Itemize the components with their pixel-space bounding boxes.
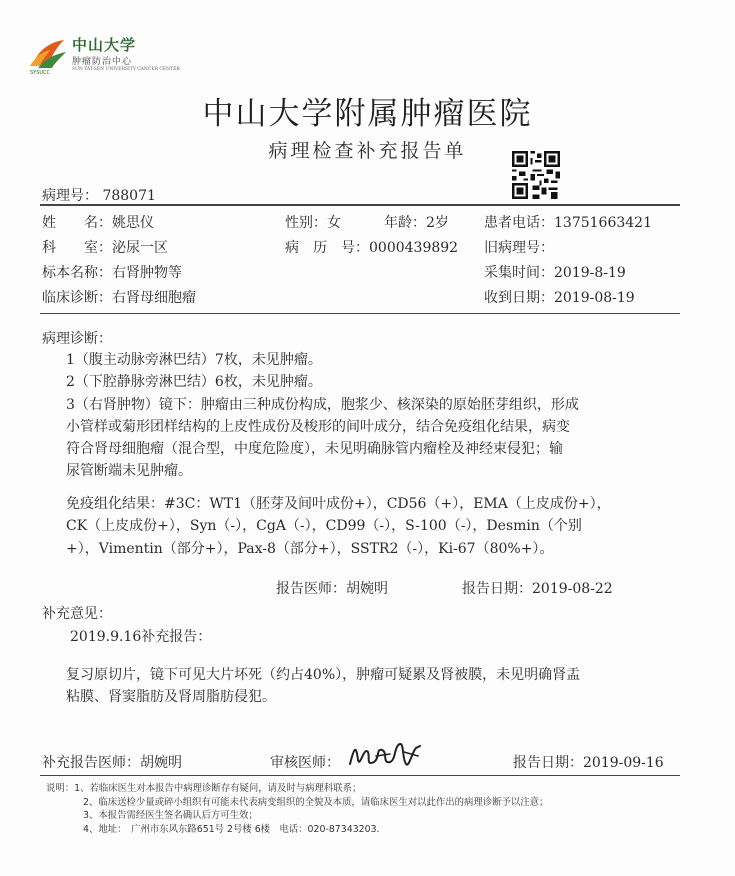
reviewer-signature xyxy=(346,738,426,772)
report-date: 报告日期：2019-08-22 xyxy=(462,581,613,597)
patient-gender: 性别：女 xyxy=(285,215,341,231)
supplement-heading: 补充意见： xyxy=(42,606,112,622)
note-line: 4、地址： 广州市东风东路651号 2号楼 6楼 电话：020-87343203. xyxy=(83,823,380,835)
diagnosis-line: 1（腹主动脉旁淋巴结）7枚，未见肿瘤。 xyxy=(66,352,322,368)
logo-department: 肿瘤防治中心 xyxy=(72,57,133,67)
diagnosis-line: 2（下腔静脉旁淋巴结）6枚，未见肿瘤。 xyxy=(66,374,322,391)
supplement-line: 复习原切片，镜下可见大片坏死（约占40%），肿瘤可疑累及肾被膜，未见明确肾盂 xyxy=(66,667,581,683)
note-line: 说明：1、若临床医生对本报告中病理诊断存有疑问，请及时与病理科联系； xyxy=(46,783,362,794)
reviewer-label: 审核医师： xyxy=(270,755,340,771)
ihc-line: +），Vimentin（部分+），Pax-8（部分+），SSTR2（-），Ki-67（80%+）。 xyxy=(66,540,554,557)
patient-name: 姓 名：姚思仪 xyxy=(42,215,154,231)
diagnosis-line: 符合肾母细胞瘤（混合型，中度危险度），未见明确脉管内瘤栓及神经束侵犯；输 xyxy=(66,441,563,458)
specimen-name: 标本名称：右肾肿物等 xyxy=(42,265,182,281)
diagnosis-line: 3（右肾肿物）镜下：肿瘤由三种成份构成，胞浆少、核深染的原始胚芽组织，形成 xyxy=(66,396,579,413)
info-divider xyxy=(40,313,680,314)
diagnosis-text xyxy=(66,349,579,483)
supplement-report-date: 报告日期：2019-09-16 xyxy=(513,755,664,771)
header-divider xyxy=(40,204,680,206)
note-line: 2、临床送检少量或碎小组织有可能未代表病变组织的全貌及本质，请临床医生对以此作出的病理诊断予以注意； xyxy=(83,796,549,808)
footer-divider xyxy=(40,775,680,776)
logo-university-name: 中山大学 xyxy=(72,36,137,54)
collection-time: 采集时间：2019-8-19 xyxy=(484,265,626,281)
diagnosis-heading: 病理诊断： xyxy=(42,331,112,347)
medical-record-number: 病 历 号：0000439892 xyxy=(285,240,459,256)
logo-leaf-icon xyxy=(28,36,68,70)
diagnosis-line: 尿管断端未见肿瘤。 xyxy=(66,463,192,480)
supplement-date: 2019.9.16补充报告： xyxy=(70,629,212,645)
ihc-results xyxy=(66,493,611,560)
diagnosis-line: 小管样或菊形团样结构的上皮性成份及梭形的间叶成分，结合免疫组化结果，病变 xyxy=(66,418,570,435)
note-line: 3、本报告需经医生签名确认后方可生效； xyxy=(83,810,258,822)
report-subtitle: 病理检查补充报告单 xyxy=(268,140,467,162)
report-notes xyxy=(46,782,548,836)
logo-brand: SYSUCC xyxy=(30,70,51,76)
pathology-number: 病理号： 788071 xyxy=(42,188,156,204)
received-date: 收到日期：2019-08-19 xyxy=(484,290,635,306)
supplement-text xyxy=(66,664,580,709)
ihc-line: CK（上皮成份+），Syn（-），CgA（-），CD99（-），S-100（-），Desmin（个别 xyxy=(66,518,582,535)
patient-department: 科 室：泌尿一区 xyxy=(42,240,168,256)
logo-english-name: SUN YAT-SEN UNIVERSITY CANCER CENTER xyxy=(72,67,180,72)
supplement-doctor: 补充报告医师：胡婉明 xyxy=(42,755,182,771)
patient-phone: 患者电话：13751663421 xyxy=(484,215,652,231)
clinical-diagnosis: 临床诊断：右肾母细胞瘤 xyxy=(42,290,196,306)
qr-code-icon xyxy=(512,151,560,199)
report-title: 中山大学附属肿瘤医院 xyxy=(202,96,533,132)
old-pathology-number: 旧病理号： xyxy=(484,240,554,256)
ihc-line: 免疫组化结果：#3C：WT1（胚芽及间叶成份+），CD56（+），EMA（上皮成份+）， xyxy=(66,496,611,512)
report-doctor: 报告医师：胡婉明 xyxy=(276,581,388,597)
patient-age: 年龄：2岁 xyxy=(384,215,449,231)
hospital-logo xyxy=(28,30,180,82)
supplement-line: 粘膜、肾窦脂肪及肾周脂肪侵犯。 xyxy=(66,689,276,706)
